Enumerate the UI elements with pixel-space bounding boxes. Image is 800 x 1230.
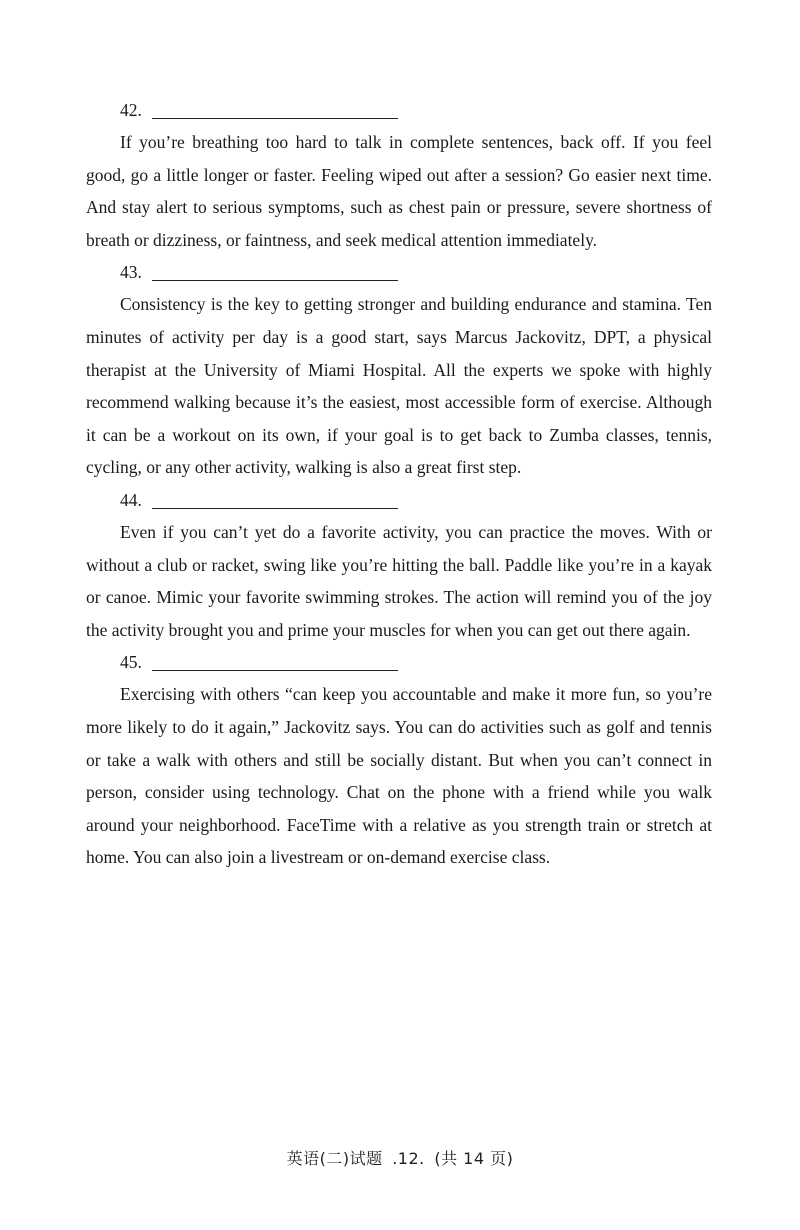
question-number: 44. [120,489,142,510]
question-44-line [86,484,712,516]
paragraph: If you’re breathing too hard to talk in complete sentences, back off. If you feel good, go a little longer or faster. Feeling wiped out after a session? Go easier next time. And stay alert to serious symptoms, such as chest pain or pressure, severe shortness of breath or dizziness, or faintness, and seek medical attention immediately. [86,132,712,250]
question-45-line [86,646,712,678]
question-number: 43. [120,262,142,283]
answer-blank [152,669,398,671]
paragraph: Consistency is the key to getting stronger and building endurance and stamina. Ten minutes of activity per day is a good start, says Marcus Jackovitz, DPT, a physical therapist at the University of Miami Hospital. All the experts we spoke with highly recommend walking because it’s the easiest, most accessible form of exercise. Although it can be a workout on its own, if your goal is to get back to Zumba classes, tennis, cycling, or any other activity, walking is also a great first step. [86,294,712,478]
page-footer [0,1146,800,1169]
question-42-line [86,94,712,126]
answer-blank [152,507,398,509]
footer-total-pages: (共 14 页) [434,1149,514,1168]
answer-blank [152,279,398,281]
paragraph: Even if you can’t yet do a favorite activity, you can practice the moves. With or without a club or racket, swing like you’re hitting the ball. Paddle like you’re in a kayak or canoe. Mimic your favorite swimming strokes. The action will remind you of the joy the activity brought you and prime your muscles for when you can get out there again. [86,521,712,640]
question-43-line [86,256,712,288]
footer-page-number: .12. [392,1149,425,1168]
question-number: 45. [120,652,142,673]
paragraph: Exercising with others “can keep you accountable and make it more fun, so you’re more likely to do it again,” Jackovitz says. You can do activities such as golf and tennis or take a walk with others and still be socially distant. But when you can’t connect in person, consider using technology. Chat on the phone with a friend while you walk around your neighborhood. FaceTime with a relative as you strength train or stretch at home. You can also join a livestream or on-demand exercise class. [86,684,712,868]
answer-blank [152,117,398,119]
question-number: 42. [120,100,142,120]
passage-content [86,94,712,874]
footer-subject: 英语(二)试题 [286,1149,383,1168]
